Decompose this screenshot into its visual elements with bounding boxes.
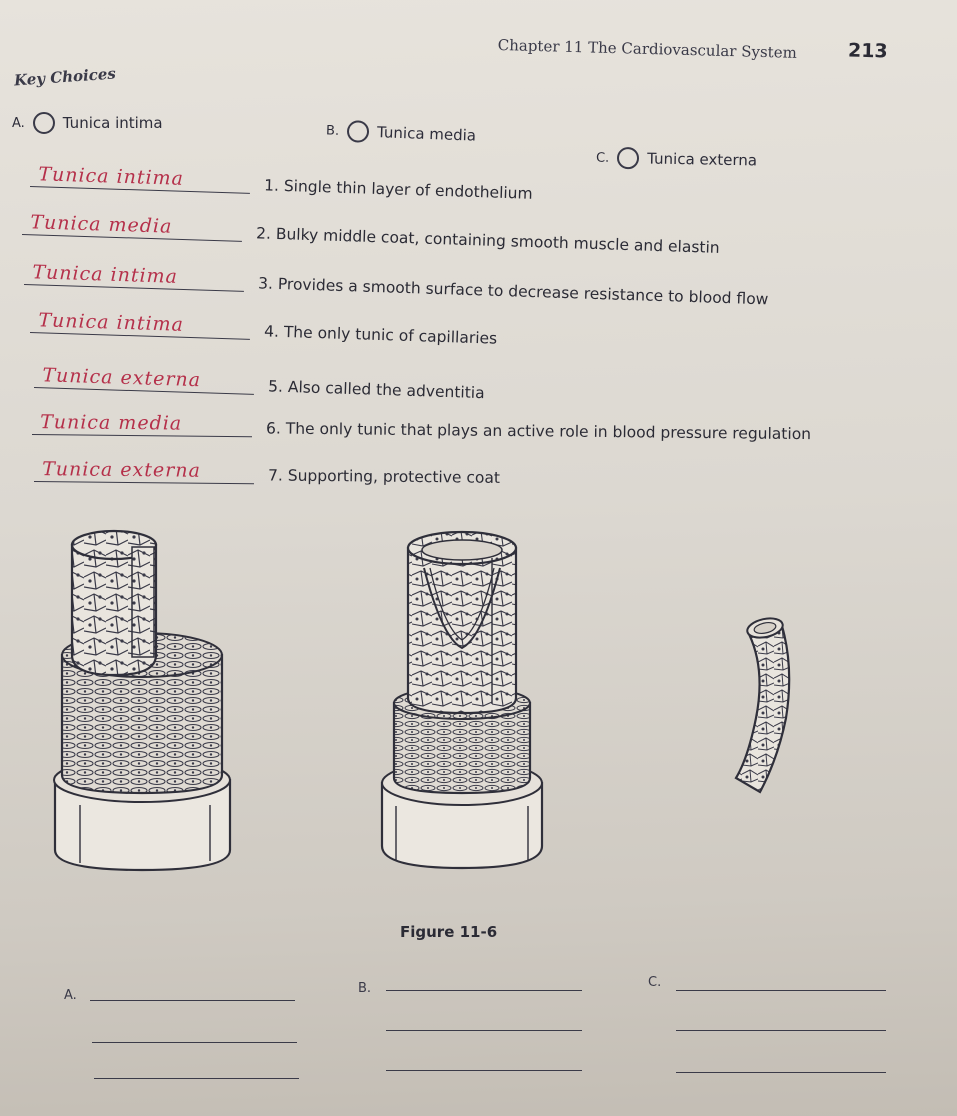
choice-label: Tunica externa	[647, 149, 758, 170]
choice-circle-icon[interactable]	[33, 112, 55, 134]
choice-a[interactable]	[12, 112, 163, 134]
answer-blank-a-3[interactable]	[94, 1078, 299, 1079]
choice-circle-icon[interactable]	[347, 120, 370, 143]
item-3	[24, 255, 905, 313]
item-2	[22, 205, 903, 263]
item-statement: 1. Single thin layer of endothelium	[263, 176, 533, 203]
choice-c[interactable]	[596, 147, 757, 172]
handwritten-answer: Tunica media	[30, 211, 173, 238]
answer-blank-c-2[interactable]	[676, 1030, 886, 1031]
vessel-c-illustration	[726, 608, 816, 798]
chapter-header: Chapter 11 The Cardiovascular System	[497, 36, 798, 62]
vessel-b-illustration	[372, 528, 572, 888]
handwritten-answer: Tunica externa	[42, 458, 201, 482]
answer-blank-b-1[interactable]	[386, 990, 582, 991]
item-statement: 7. Supporting, protective coat	[267, 466, 501, 487]
choice-label: Tunica media	[376, 123, 477, 145]
choice-letter: A.	[12, 115, 25, 131]
answer-blank-c-3[interactable]	[676, 1072, 886, 1073]
handwritten-answer: Tunica intima	[38, 163, 185, 190]
blank-label-a: A.	[64, 988, 77, 1003]
answer-line[interactable]	[32, 434, 252, 437]
item-statement: 6. The only tunic that plays an active role in blood pressure regulation	[265, 419, 812, 444]
key-choices-title: Key Choices	[13, 64, 117, 90]
page-number: 213	[847, 39, 888, 63]
item-statement: 2. Bulky middle coat, containing smooth muscle and elastin	[255, 224, 720, 257]
item-1	[30, 157, 911, 215]
choice-label: Tunica intima	[62, 114, 163, 132]
item-7	[34, 452, 914, 491]
blank-label-c: C.	[648, 975, 662, 990]
choice-letter: B.	[325, 122, 340, 139]
answer-blank-b-3[interactable]	[386, 1070, 582, 1071]
answer-blank-a-2[interactable]	[92, 1042, 297, 1043]
vessel-a-illustration	[40, 525, 260, 885]
choice-b[interactable]	[326, 119, 477, 146]
item-statement: 5. Also called the adventitia	[267, 377, 485, 403]
item-4	[30, 303, 911, 361]
blank-label-b: B.	[358, 981, 372, 996]
choice-letter: C.	[595, 150, 610, 166]
answer-blank-c-1[interactable]	[676, 990, 886, 991]
handwritten-answer: Tunica intima	[32, 261, 179, 288]
choice-circle-icon[interactable]	[617, 147, 639, 169]
answer-blank-a-1[interactable]	[90, 1000, 295, 1001]
item-statement: 3. Provides a smooth surface to decrease resistance to blood flow	[257, 274, 769, 309]
item-statement: 4. The only tunic of capillaries	[263, 322, 498, 348]
answer-line[interactable]	[34, 481, 254, 484]
handwritten-answer: Tunica media	[40, 411, 183, 435]
handwritten-answer: Tunica intima	[38, 309, 185, 336]
figure-caption: Figure 11-6	[400, 923, 498, 941]
answer-blank-b-2[interactable]	[386, 1030, 582, 1031]
handwritten-answer: Tunica externa	[42, 364, 202, 392]
